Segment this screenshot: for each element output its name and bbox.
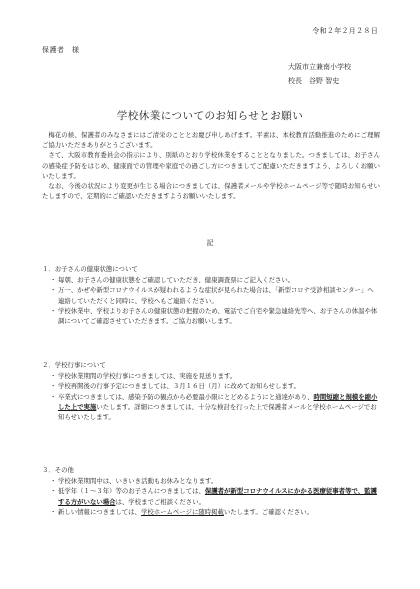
- principal-name: 校長 谷野 智史: [288, 77, 340, 85]
- section-other: [42, 465, 380, 517]
- text-run: 時間短縮と規模を縮小した上で実施: [58, 392, 378, 411]
- text-run: 低学年（１～３年）等のお子さんにつきましては、: [58, 487, 205, 496]
- intro-paragraph: なお、今後の状況により変更が生じる場合につきましては、保護者メールや学校ホームページ等で随時お知らせいたしますので、定期的にご確認いただきますようお願いいたします。: [42, 182, 380, 201]
- text-run: いたします。ご確認ください。: [223, 507, 313, 516]
- section-heading: ２．学校行事について: [42, 361, 106, 369]
- list-item: [51, 486, 380, 506]
- intro-paragraph: 梅花の候、保護者のみなさまにはご清栄のこととお慶び申しあげます。平素は、本校教育活動推進のためにご理解ご協力いただきありがとうございます。: [42, 131, 380, 150]
- intro-paragraph: さて、大阪市教育委員会の指示により、別紙のとおり学校休業をすることとなりました。つきましては、お子さんの感染症予防をはじめ、健康面での管理や家庭での過ごし方につきましてご配慮いただきますよう、よろしくお願いいたします。: [42, 151, 380, 180]
- ki-heading: 記: [206, 239, 214, 247]
- section-heading: １．お子さんの健康状態について: [42, 265, 138, 273]
- section-list: [42, 371, 380, 422]
- document-date: 令和２年２月２８日: [312, 27, 378, 35]
- section-list: [42, 476, 380, 517]
- text-run: 保護者が新型コロナウイルスにかかる医療従事者等で、監護する方がいない場合: [58, 487, 377, 506]
- text-run: いたします。詳細につきましては、十分な検討を行った上で保護者メールと学校ホームページでお知らせいたします。: [58, 402, 377, 422]
- text-run: 卒業式につきましては、感染予防の観点から必要最小限にとどめるようにと通達があり、: [58, 392, 314, 401]
- text-run: は、学校までご相談ください。: [115, 497, 205, 506]
- text-run: 万一、かぜや新型コロナウイルスが疑われるような症状が見られた場合は、「新型コロナ受診相談センター」へ連絡していただくと同時に、学校へもご連絡ください。: [58, 286, 374, 305]
- text-run: 学校休業中、学校よりお子さんの健康状態の把握のため、電話でご自宅や緊急連絡先等へ、お子さんの体温や体調についてご確認させていただきます。ご協力お願いします。: [58, 306, 378, 326]
- list-item: [51, 507, 380, 517]
- document-title: 学校休業についてのお知らせとお願い: [116, 110, 304, 122]
- recipient: 保護者 様: [42, 46, 80, 54]
- list-item: [51, 392, 380, 423]
- sender-block: [288, 60, 378, 88]
- list-item: [51, 285, 380, 305]
- text-run: 学校再開後の行事予定につきましては、３月１６日（月）に改めてお知らせします。: [58, 382, 301, 391]
- section-list: [42, 275, 380, 326]
- school-name: 大阪市立兼南小学校: [288, 63, 351, 71]
- text-run: 毎朝、お子さんの健康状態をご確認していただき、健康調査票にご記入ください。: [58, 276, 295, 285]
- text-run: 新しい情報につきましては、: [58, 507, 141, 516]
- text-run: 学校休業期間中は、いきいき活動もお休みとなります。: [58, 477, 218, 486]
- text-run: 学校休業期間の学校行事につきましては、実施を見送ります。: [58, 372, 237, 381]
- text-run: 学校ホームページに随時掲載: [140, 507, 224, 516]
- section-events: [42, 360, 380, 422]
- list-item: [51, 275, 380, 285]
- list-item: [51, 371, 380, 381]
- intro-text: [42, 130, 380, 201]
- list-item: [51, 306, 380, 326]
- section-heading: ３．その他: [42, 466, 74, 474]
- list-item: [51, 476, 380, 486]
- section-health: [42, 264, 380, 326]
- list-item: [51, 381, 380, 391]
